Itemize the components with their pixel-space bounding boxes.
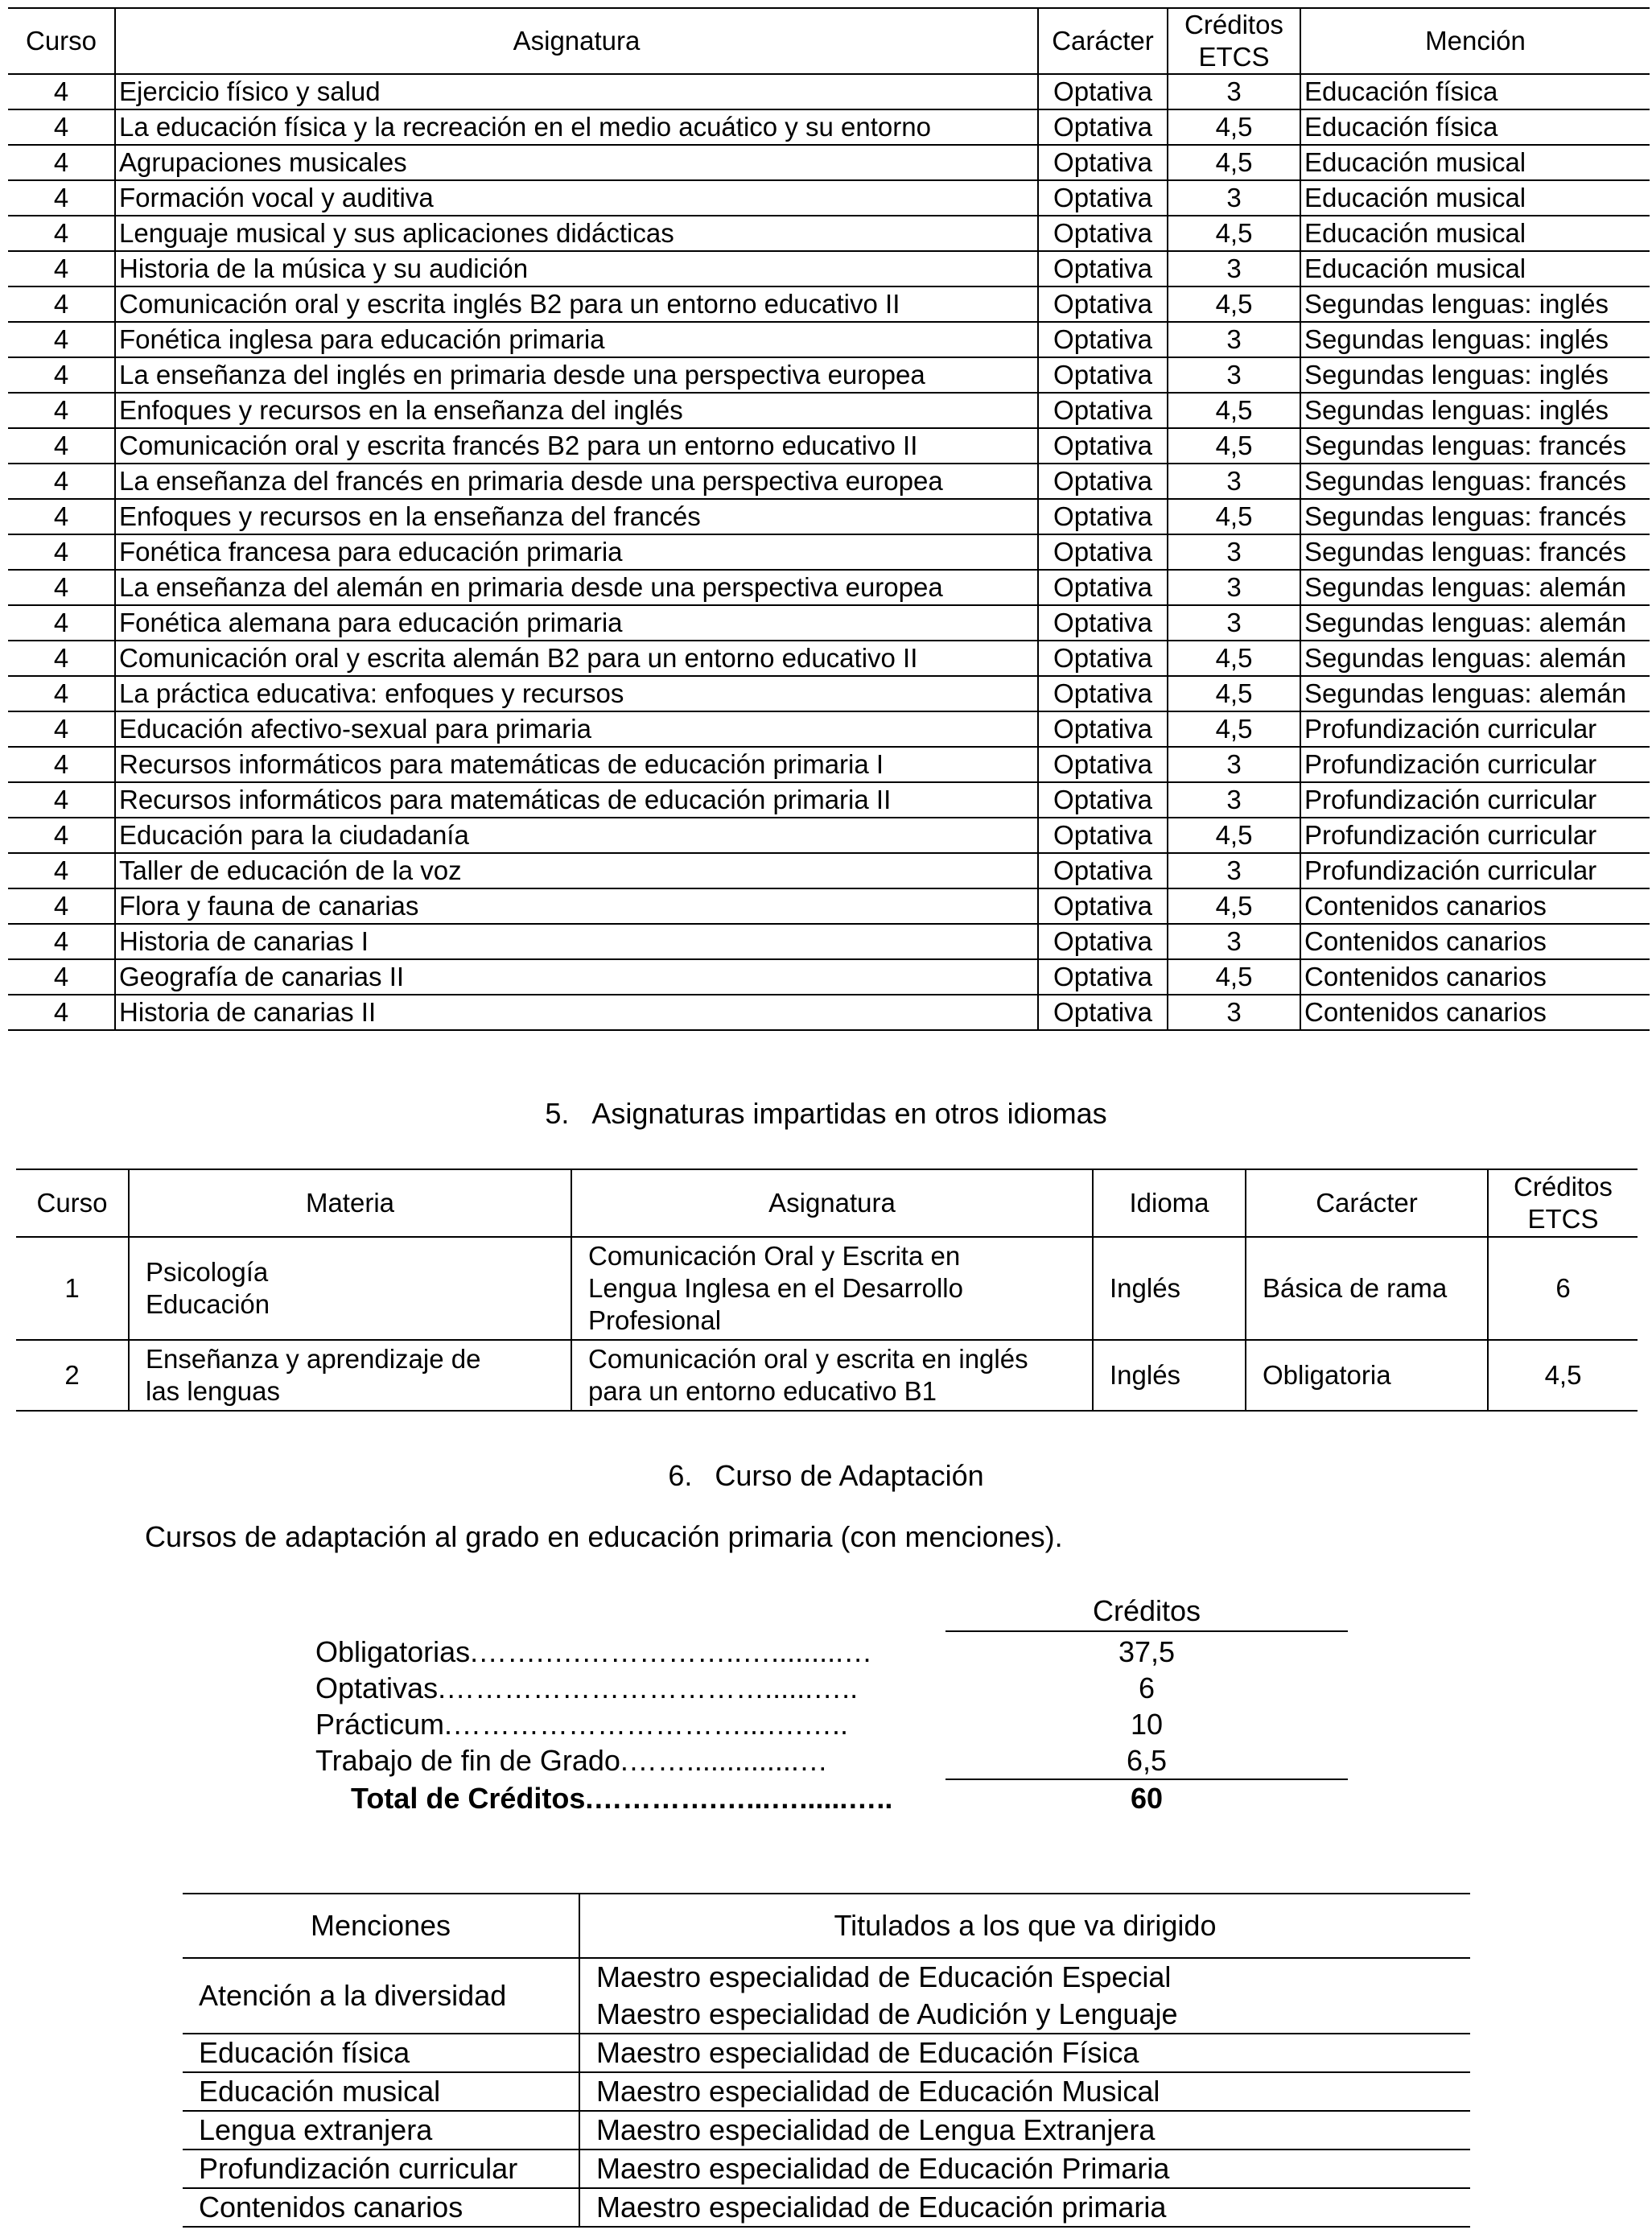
credits-total-rule: [945, 1779, 1348, 1780]
header-caracter: Carácter: [1038, 8, 1168, 74]
creditos-cell: 4,5: [1168, 888, 1300, 924]
curso-cell: 4: [8, 499, 115, 534]
caracter-cell: Optativa: [1038, 995, 1168, 1030]
curso-cell: 4: [8, 853, 115, 888]
caracter-cell: Optativa: [1038, 534, 1168, 570]
titulados-cell: [579, 2034, 1470, 2072]
mencion-cell: Educación física: [1300, 74, 1650, 109]
credits-row: [0, 1743, 1652, 1779]
table-row: [8, 499, 1650, 534]
asignatura-cell: La enseñanza del francés en primaria desde una perspectiva europea: [115, 464, 1038, 499]
caracter-cell: Optativa: [1038, 499, 1168, 534]
mencion-cell: Segundas lenguas: francés: [1300, 464, 1650, 499]
creditos-cell: 3: [1168, 853, 1300, 888]
credits-total-label: Total de Créditos.………….…...…......…..: [351, 1782, 893, 1815]
optativas-body: [8, 74, 1650, 1030]
asignatura-cell: Flora y fauna de canarias: [115, 888, 1038, 924]
header-mencion: Mención: [1300, 8, 1650, 74]
header-creditos: Créditos ETCS: [1488, 1169, 1638, 1237]
creditos-cell: 4,5: [1168, 216, 1300, 251]
header-menciones: Menciones: [183, 1894, 579, 1958]
caracter-cell: Optativa: [1038, 924, 1168, 959]
creditos-cell: 3: [1168, 322, 1300, 357]
titulado-line: Maestro especialidad de Audición y Lenguaje: [596, 1997, 1178, 2030]
asignatura-cell: Agrupaciones musicales: [115, 145, 1038, 180]
curso-cell: 4: [8, 145, 115, 180]
credits-label: Prácticum.…………………………...….…..: [315, 1708, 849, 1741]
caracter-cell: Optativa: [1038, 676, 1168, 711]
creditos-cell: 4,5: [1168, 711, 1300, 747]
caracter-cell: Básica de rama: [1246, 1237, 1488, 1340]
menciones-table: [183, 1893, 1470, 2228]
menciones-body: [183, 1958, 1470, 2227]
curso-cell: 4: [8, 216, 115, 251]
asignatura-line: Lengua Inglesa en el Desarrollo: [588, 1273, 963, 1303]
mencion-cell: Segundas lenguas: alemán: [1300, 676, 1650, 711]
curso-cell: 4: [8, 959, 115, 995]
mencion-cell: Profundización curricular: [1300, 818, 1650, 853]
table-row: [8, 711, 1650, 747]
mencion-cell: Segundas lenguas: inglés: [1300, 286, 1650, 322]
credits-total-value: 60: [1130, 1782, 1164, 1815]
table-row: [16, 1340, 1638, 1411]
credits-header: Créditos: [945, 1593, 1348, 1632]
asignatura-line: Comunicación oral y escrita en inglés: [588, 1344, 1028, 1374]
creditos-cell: 6: [1488, 1237, 1638, 1340]
materia-cell: [129, 1237, 571, 1340]
mencion-cell: Profundización curricular: [183, 2150, 579, 2188]
table-row: [183, 2188, 1470, 2227]
credits-value: 6: [1138, 1671, 1156, 1704]
caracter-cell: Optativa: [1038, 464, 1168, 499]
optativas-table: [8, 7, 1650, 1031]
asignatura-cell: Enfoques y recursos en la enseñanza del francés: [115, 499, 1038, 534]
mencion-cell: Segundas lenguas: alemán: [1300, 605, 1650, 641]
table-row: [8, 464, 1650, 499]
creditos-cell: 3: [1168, 74, 1300, 109]
mencion-cell: Profundización curricular: [1300, 782, 1650, 818]
creditos-cell: 4,5: [1168, 393, 1300, 428]
creditos-cell: 3: [1168, 357, 1300, 393]
table-row: [8, 322, 1650, 357]
curso-cell: 4: [8, 534, 115, 570]
asignatura-cell: Comunicación oral y escrita inglés B2 para un entorno educativo II: [115, 286, 1038, 322]
credits-label: Optativas.……………………………......…..: [315, 1671, 859, 1704]
creditos-cell: 4,5: [1168, 145, 1300, 180]
creditos-cell: 4,5: [1168, 641, 1300, 676]
titulados-cell: [579, 2111, 1470, 2150]
titulado-line: Maestro especialidad de Educación Especial: [596, 1960, 1172, 1993]
table-row: [8, 853, 1650, 888]
credits-label: Obligatorias.…….….……………..….........…: [315, 1635, 873, 1668]
curso-cell: 4: [8, 888, 115, 924]
curso-cell: 4: [8, 605, 115, 641]
materia-line: Psicología: [146, 1257, 269, 1287]
mencion-cell: Segundas lenguas: alemán: [1300, 641, 1650, 676]
caracter-cell: Optativa: [1038, 145, 1168, 180]
otros-idiomas-table: [16, 1169, 1638, 1412]
section-6-heading: [0, 1458, 1652, 1494]
caracter-cell: Optativa: [1038, 888, 1168, 924]
table-row: [8, 109, 1650, 145]
table-row: [8, 995, 1650, 1030]
caracter-cell: Optativa: [1038, 216, 1168, 251]
menciones-header-row: [183, 1894, 1470, 1958]
titulados-cell: [579, 2072, 1470, 2111]
asignatura-line: Profesional: [588, 1305, 722, 1335]
caracter-cell: Optativa: [1038, 711, 1168, 747]
curso-cell: 4: [8, 711, 115, 747]
creditos-cell: 3: [1168, 464, 1300, 499]
table-row: [8, 145, 1650, 180]
materia-line: Enseñanza y aprendizaje de: [146, 1344, 481, 1374]
curso-cell: 4: [8, 782, 115, 818]
asignatura-cell: Fonética francesa para educación primaria: [115, 534, 1038, 570]
asignatura-cell: Formación vocal y auditiva: [115, 180, 1038, 216]
table-row: [8, 251, 1650, 286]
section-5-number: 5.: [545, 1097, 570, 1130]
mencion-cell: Atención a la diversidad: [183, 1958, 579, 2034]
table-row: [8, 959, 1650, 995]
mencion-cell: Segundas lenguas: francés: [1300, 534, 1650, 570]
header-caracter: Carácter: [1246, 1169, 1488, 1237]
creditos-cell: 3: [1168, 924, 1300, 959]
asignatura-cell: Lenguaje musical y sus aplicaciones didácticas: [115, 216, 1038, 251]
caracter-cell: Optativa: [1038, 641, 1168, 676]
caracter-cell: Optativa: [1038, 251, 1168, 286]
table-row: [8, 747, 1650, 782]
curso-cell: 4: [8, 74, 115, 109]
section-5-title: Asignaturas impartidas en otros idiomas: [591, 1097, 1107, 1130]
section-6-number: 6.: [668, 1459, 693, 1492]
table-row: [8, 74, 1650, 109]
mencion-cell: Educación musical: [1300, 216, 1650, 251]
table-row: [8, 428, 1650, 464]
asignatura-cell: Taller de educación de la voz: [115, 853, 1038, 888]
mencion-cell: Educación física: [1300, 109, 1650, 145]
creditos-cell: 3: [1168, 747, 1300, 782]
header-materia: Materia: [129, 1169, 571, 1237]
table-row: [8, 676, 1650, 711]
caracter-cell: Optativa: [1038, 180, 1168, 216]
titulado-line: Maestro especialidad de Educación primaria: [596, 2191, 1167, 2224]
otros-idiomas-header-row: [16, 1169, 1638, 1237]
idioma-cell: Inglés: [1093, 1237, 1246, 1340]
caracter-cell: Optativa: [1038, 357, 1168, 393]
table-row: [8, 605, 1650, 641]
caracter-cell: Obligatoria: [1246, 1340, 1488, 1411]
header-idioma: Idioma: [1093, 1169, 1246, 1237]
credits-row: [0, 1634, 1652, 1670]
credits-row: [0, 1707, 1652, 1742]
titulado-line: Maestro especialidad de Educación Musical: [596, 2075, 1160, 2108]
table-row: [8, 641, 1650, 676]
creditos-cell: 4,5: [1168, 286, 1300, 322]
creditos-cell: 4,5: [1168, 676, 1300, 711]
curso-cell: 4: [53, 997, 69, 1027]
section-6-title: Curso de Adaptación: [715, 1459, 984, 1492]
caracter-cell: Optativa: [1038, 853, 1168, 888]
mencion-cell: Contenidos canarios: [1300, 924, 1650, 959]
asignatura-cell: [571, 1340, 1093, 1411]
asignatura-cell: Recursos informáticos para matemáticas de educación primaria I: [115, 747, 1038, 782]
creditos-cell: 4,5: [1168, 959, 1300, 995]
optativas-header-row: [8, 8, 1650, 74]
curso-cell: 4: [8, 428, 115, 464]
creditos-cell: 3: [1168, 605, 1300, 641]
asignatura-cell: La enseñanza del alemán en primaria desde una perspectiva europea: [115, 570, 1038, 605]
caracter-cell: Optativa: [1038, 286, 1168, 322]
table-row: [8, 393, 1650, 428]
caracter-cell: Optativa: [1038, 959, 1168, 995]
asignatura-cell: Historia de canarias II: [115, 995, 1038, 1030]
curso-cell: 4: [8, 393, 115, 428]
titulado-line: Maestro especialidad de Educación Primaria: [596, 2152, 1170, 2185]
credits-row: [0, 1671, 1652, 1706]
creditos-cell: 4,5: [1168, 499, 1300, 534]
mencion-cell: Segundas lenguas: inglés: [1300, 322, 1650, 357]
table-row: [183, 2150, 1470, 2188]
asignatura-cell: Enfoques y recursos en la enseñanza del inglés: [115, 393, 1038, 428]
titulado-line: Maestro especialidad de Educación Física: [596, 2036, 1139, 2069]
creditos-cell: 3: [1168, 995, 1300, 1030]
asignatura-cell: Fonética alemana para educación primaria: [115, 605, 1038, 641]
credits-total-row: [0, 1781, 1652, 1816]
mencion-cell: Educación musical: [1300, 251, 1650, 286]
credits-value: 37,5: [1118, 1635, 1176, 1668]
creditos-cell: 4,5: [1488, 1340, 1638, 1411]
table-row: [16, 1237, 1638, 1340]
mencion-cell: Educación musical: [183, 2072, 579, 2111]
mencion-cell: Educación musical: [1300, 145, 1650, 180]
header-curso: Curso: [8, 8, 115, 74]
curso-cell: 4: [8, 818, 115, 853]
mencion-cell: Profundización curricular: [1300, 711, 1650, 747]
titulados-cell: [579, 2188, 1470, 2227]
table-row: [8, 818, 1650, 853]
idioma-cell: Inglés: [1093, 1340, 1246, 1411]
creditos-cell: 3: [1168, 251, 1300, 286]
curso-cell: 4: [8, 109, 115, 145]
caracter-cell: Optativa: [1038, 782, 1168, 818]
caracter-cell: Optativa: [1038, 322, 1168, 357]
mencion-cell: Segundas lenguas: inglés: [1300, 393, 1650, 428]
table-row: [183, 2034, 1470, 2072]
header-creditos: Créditos ETCS: [1168, 8, 1300, 74]
mencion-cell: Educación física: [183, 2034, 579, 2072]
table-row: [183, 2111, 1470, 2150]
caracter-cell: Optativa: [1038, 428, 1168, 464]
table-row: [8, 286, 1650, 322]
table-row: [8, 782, 1650, 818]
curso-cell: 4: [8, 180, 115, 216]
table-row: [8, 357, 1650, 393]
asignatura-cell: Recursos informáticos para matemáticas de educación primaria II: [115, 782, 1038, 818]
materia-cell: [129, 1340, 571, 1411]
curso-cell: 1: [16, 1237, 129, 1340]
materia-line: Educación: [146, 1289, 270, 1319]
titulado-line: Maestro especialidad de Lengua Extranjera: [596, 2113, 1156, 2146]
curso-cell: 2: [64, 1360, 80, 1390]
credits-value: 10: [1130, 1708, 1164, 1741]
mencion-cell: Contenidos canarios: [199, 2191, 463, 2224]
creditos-cell: 4,5: [1168, 428, 1300, 464]
header-asignatura: Asignatura: [571, 1169, 1093, 1237]
curso-cell: 4: [8, 924, 115, 959]
section-5-heading: [0, 1096, 1652, 1131]
mencion-cell: Profundización curricular: [1300, 853, 1650, 888]
asignatura-cell: La enseñanza del inglés en primaria desde una perspectiva europea: [115, 357, 1038, 393]
curso-cell: 4: [8, 747, 115, 782]
curso-cell: 4: [8, 641, 115, 676]
asignatura-cell: Fonética inglesa para educación primaria: [115, 322, 1038, 357]
asignatura-cell: Geografía de canarias II: [115, 959, 1038, 995]
credits-label: Trabajo de fin de Grado.……..............…: [315, 1744, 828, 1777]
titulados-cell: [579, 1958, 1470, 2034]
mencion-cell: Educación musical: [1300, 180, 1650, 216]
caracter-cell: Optativa: [1038, 605, 1168, 641]
asignatura-cell: Ejercicio físico y salud: [115, 74, 1038, 109]
curso-cell: 4: [8, 464, 115, 499]
caracter-cell: Optativa: [1038, 74, 1168, 109]
mencion-cell: Contenidos canarios: [1300, 888, 1650, 924]
asignatura-cell: Comunicación oral y escrita alemán B2 para un entorno educativo II: [115, 641, 1038, 676]
table-row: [8, 888, 1650, 924]
creditos-cell: 3: [1168, 534, 1300, 570]
caracter-cell: Optativa: [1038, 109, 1168, 145]
asignatura-cell: Historia de la música y su audición: [115, 251, 1038, 286]
mencion-cell: Segundas lenguas: francés: [1300, 428, 1650, 464]
creditos-cell: 3: [1168, 782, 1300, 818]
table-row: [183, 1958, 1470, 2034]
table-row: [8, 180, 1650, 216]
header-titulados: Titulados a los que va dirigido: [579, 1894, 1470, 1958]
titulados-cell: [579, 2150, 1470, 2188]
table-row: [8, 216, 1650, 251]
asignatura-cell: [571, 1237, 1093, 1340]
asignatura-cell: Historia de canarias I: [115, 924, 1038, 959]
header-asignatura: Asignatura: [115, 8, 1038, 74]
mencion-cell: Segundas lenguas: francés: [1300, 499, 1650, 534]
asignatura-cell: La educación física y la recreación en el medio acuático y su entorno: [115, 109, 1038, 145]
mencion-cell: Segundas lenguas: inglés: [1300, 357, 1650, 393]
creditos-cell: 4,5: [1168, 109, 1300, 145]
caracter-cell: Optativa: [1038, 818, 1168, 853]
mencion-cell: Contenidos canarios: [1300, 995, 1650, 1030]
caracter-cell: Optativa: [1038, 393, 1168, 428]
table-row: [183, 2072, 1470, 2111]
credits-value: 6,5: [1126, 1744, 1168, 1777]
adaptation-intro: Cursos de adaptación al grado en educación primaria (con menciones).: [145, 1520, 1063, 1553]
mencion-cell: Segundas lenguas: alemán: [1300, 570, 1650, 605]
materia-line: las lenguas: [146, 1376, 280, 1406]
mencion-cell: Contenidos canarios: [1300, 959, 1650, 995]
creditos-cell: 3: [1168, 180, 1300, 216]
table-row: [8, 534, 1650, 570]
creditos-cell: 3: [1168, 570, 1300, 605]
mencion-cell: Lengua extranjera: [183, 2111, 579, 2150]
creditos-cell: 4,5: [1168, 818, 1300, 853]
curso-cell: 4: [8, 676, 115, 711]
asignatura-cell: Educación afectivo-sexual para primaria: [115, 711, 1038, 747]
mencion-cell: Profundización curricular: [1300, 747, 1650, 782]
asignatura-cell: La práctica educativa: enfoques y recursos: [115, 676, 1038, 711]
asignatura-cell: Educación para la ciudadanía: [115, 818, 1038, 853]
curso-cell: 4: [8, 286, 115, 322]
caracter-cell: Optativa: [1038, 747, 1168, 782]
asignatura-line: para un entorno educativo B1: [588, 1376, 937, 1406]
table-row: [8, 570, 1650, 605]
curso-cell: 4: [8, 251, 115, 286]
curso-cell: 4: [8, 322, 115, 357]
curso-cell: 4: [8, 570, 115, 605]
curso-cell: 4: [8, 357, 115, 393]
table-row: [8, 924, 1650, 959]
asignatura-line: Comunicación Oral y Escrita en: [588, 1241, 961, 1271]
caracter-cell: Optativa: [1038, 570, 1168, 605]
asignatura-cell: Comunicación oral y escrita francés B2 para un entorno educativo II: [115, 428, 1038, 464]
header-curso: Curso: [16, 1169, 129, 1237]
